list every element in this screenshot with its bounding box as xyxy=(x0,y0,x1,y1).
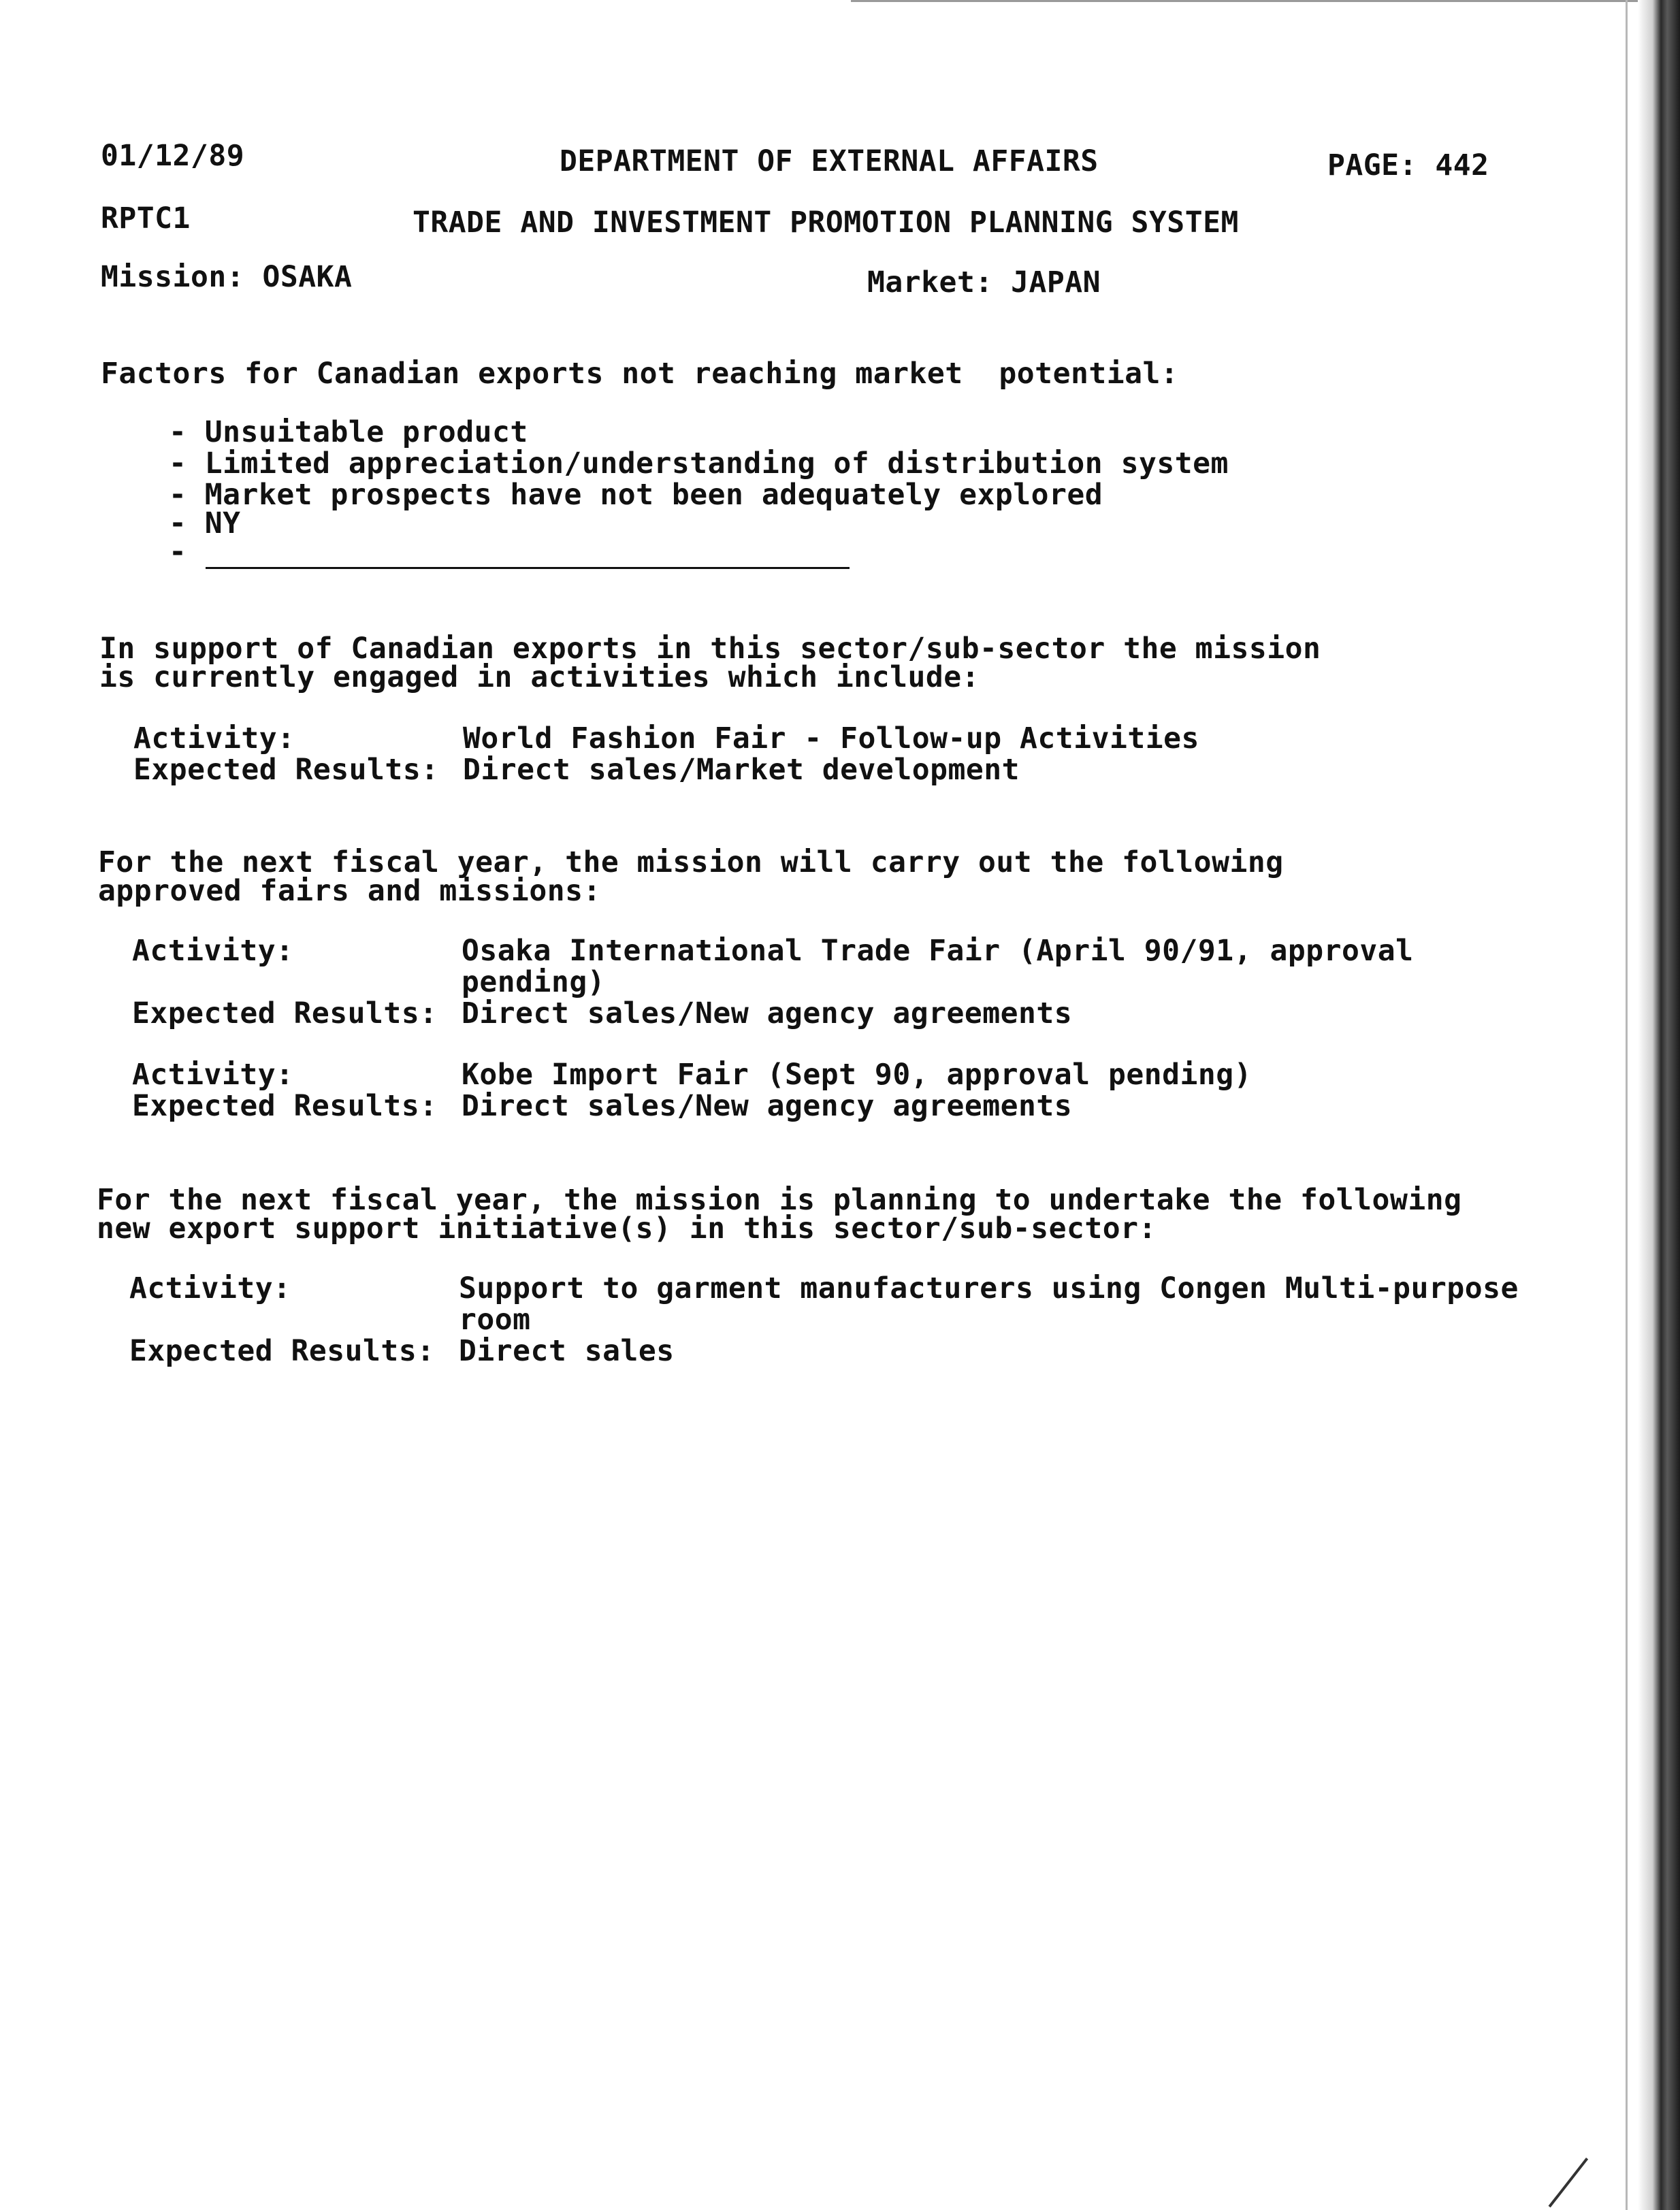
activity-value: Kobe Import Fair (Sept 90, approval pending) xyxy=(462,1058,1253,1092)
factors-heading: Factors for Canadian exports not reaching market potential: xyxy=(101,357,1179,391)
activity-value-continued: pending) xyxy=(462,965,606,999)
current-intro-line2: is currently engaged in activities which include: xyxy=(99,660,980,694)
activity-label: Activity: xyxy=(132,934,294,968)
market-field: Market: JAPAN xyxy=(867,265,1101,299)
approved-results-row xyxy=(132,1090,1072,1122)
initiatives-intro-line2: new export support initiative(s) in this sector/sub-sector: xyxy=(97,1212,1157,1246)
results-label: Expected Results: xyxy=(129,1334,435,1368)
initiative-activity-row xyxy=(129,1273,1519,1304)
approved-activity-row xyxy=(132,1059,1252,1090)
page-number: PAGE: 442 xyxy=(1327,148,1489,182)
system-title: TRADE AND INVESTMENT PROMOTION PLANNING SYSTEM xyxy=(413,206,1239,240)
approved-activity-row xyxy=(132,935,1414,966)
activity-label: Activity: xyxy=(129,1271,291,1305)
factor-item: - Market prospects have not been adequately explored xyxy=(169,479,1103,510)
current-results-row xyxy=(133,754,1020,785)
report-date: 01/12/89 xyxy=(101,139,245,173)
approved-results-row xyxy=(132,998,1072,1029)
factor-item: - Unsuitable product xyxy=(169,417,528,448)
scan-top-edge xyxy=(851,0,1641,2)
activity-label: Activity: xyxy=(133,721,295,755)
activity-value: Support to garment manufacturers using Congen Multi-purpose xyxy=(459,1271,1519,1305)
activity-label: Activity: xyxy=(132,1058,294,1092)
report-code: RPTC1 xyxy=(101,201,191,235)
results-label: Expected Results: xyxy=(132,996,438,1030)
results-value: Direct sales/New agency agreements xyxy=(462,996,1073,1030)
scan-edge-line xyxy=(1626,0,1628,2210)
activity-value-continued: room xyxy=(459,1303,531,1337)
results-value: Direct sales/New agency agreements xyxy=(462,1089,1073,1123)
results-label: Expected Results: xyxy=(133,753,439,787)
results-value: Direct sales xyxy=(459,1334,675,1368)
scan-corner-mark xyxy=(1549,2158,1589,2207)
approved-intro-line2: approved fairs and missions: xyxy=(98,874,601,908)
activity-value: Osaka International Trade Fair (April 90/91, approval xyxy=(462,934,1414,968)
factor-item: - Limited appreciation/understanding of distribution system xyxy=(169,448,1229,479)
factor-blank-line xyxy=(206,567,850,569)
factor-item: - NY xyxy=(169,508,241,539)
factor-blank-dash: - xyxy=(169,535,187,569)
initiative-results-row xyxy=(129,1335,675,1367)
results-value: Direct sales/Market development xyxy=(463,753,1020,787)
initiatives-intro-line1: For the next fiscal year, the mission is planning to undertake the following xyxy=(97,1183,1462,1217)
results-label: Expected Results: xyxy=(132,1089,438,1123)
activity-value: World Fashion Fair - Follow-up Activities xyxy=(463,721,1199,755)
department-title: DEPARTMENT OF EXTERNAL AFFAIRS xyxy=(560,144,1099,178)
current-activity-row xyxy=(133,723,1199,754)
scan-right-edge xyxy=(1638,0,1680,2210)
mission-field: Mission: OSAKA xyxy=(101,260,353,294)
approved-intro-line1: For the next fiscal year, the mission will carry out the following xyxy=(98,845,1284,879)
current-intro-line1: In support of Canadian exports in this sector/sub-sector the mission xyxy=(99,632,1321,666)
